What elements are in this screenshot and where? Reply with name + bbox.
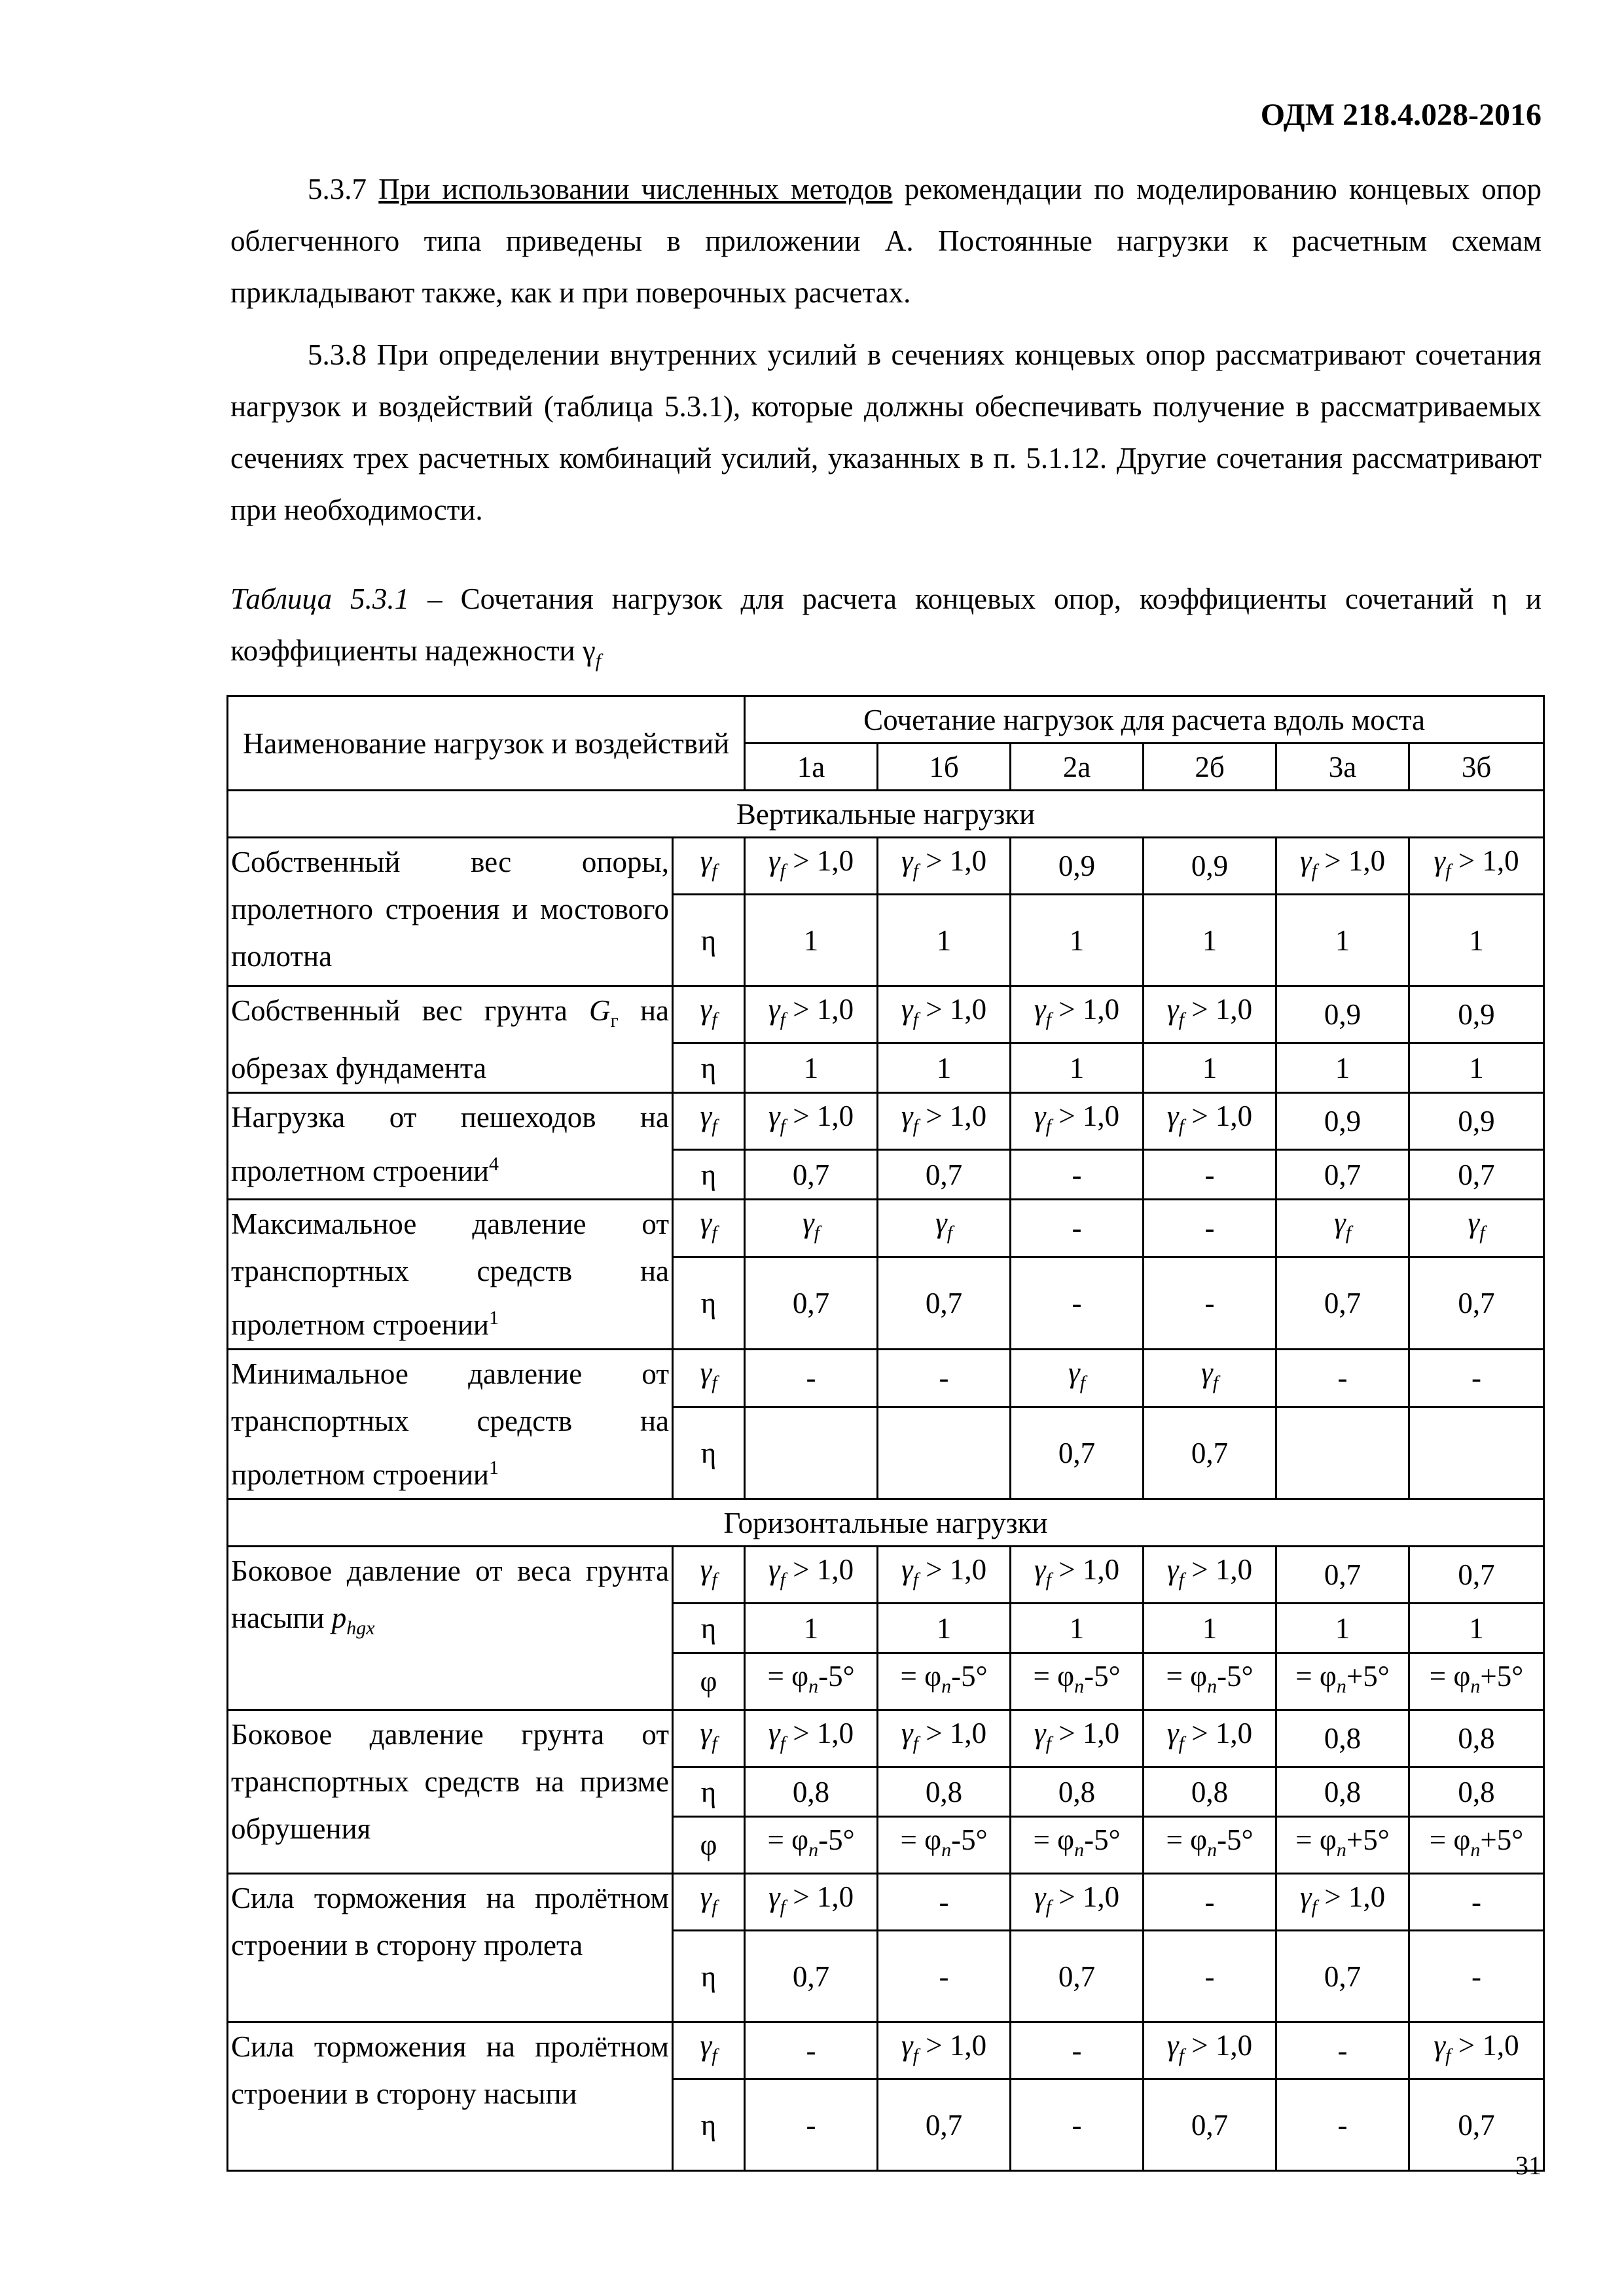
cell: $\gamma_f > 1,0$ xyxy=(1011,1874,1144,1931)
cell: 0,9 xyxy=(1409,986,1544,1043)
cell: 0,7 xyxy=(1276,1150,1409,1200)
cell: - xyxy=(1011,1200,1144,1257)
cell: $\gamma_f > 1,0$ xyxy=(1011,986,1144,1043)
cell: 1 xyxy=(1011,1043,1144,1093)
cell: 1 xyxy=(1276,1604,1409,1653)
cell: 0,9 xyxy=(1144,838,1276,895)
row-name: Боковое давление грунта от транспортных средств на призме обрушения xyxy=(228,1710,673,1874)
cell: 0,7 xyxy=(878,2079,1011,2171)
row-name: Боковое давление от веса грунта насыпи $p_{hgx}$ xyxy=(228,1547,673,1710)
section-horizontal: Горизонтальные нагрузки xyxy=(228,1499,1544,1547)
cell: $\gamma_f > 1,0$ xyxy=(1144,2022,1276,2079)
cell: 0,9 xyxy=(1011,838,1144,895)
cell: - xyxy=(1011,2022,1144,2079)
cell: 0,8 xyxy=(1276,1710,1409,1767)
cell: 0,7 xyxy=(1409,1150,1544,1200)
cell: $\gamma_f > 1,0$ xyxy=(745,1547,878,1604)
cell: - xyxy=(878,1350,1011,1407)
cell: $\gamma_f > 1,0$ xyxy=(878,1547,1011,1604)
cell: - xyxy=(1276,2022,1409,2079)
cell: $\gamma_f$ xyxy=(1144,1350,1276,1407)
cell: = $\varphi_n-5^\circ$ xyxy=(878,1817,1011,1874)
cell: $\gamma_f$ xyxy=(1011,1350,1144,1407)
cell: 0,7 xyxy=(878,1150,1011,1200)
eta-symbol: η xyxy=(673,1931,745,2022)
cell: = $\varphi_n-5^\circ$ xyxy=(745,1653,878,1710)
gamma-symbol: $\gamma_f$ xyxy=(673,1710,745,1767)
cell: 0,9 xyxy=(1276,1093,1409,1150)
cell: $\gamma_f$ xyxy=(1409,1200,1544,1257)
underlined-phrase: При использовании численных методов xyxy=(378,173,893,206)
gamma-symbol: $\gamma_f$ xyxy=(673,1350,745,1407)
cell: - xyxy=(1276,1350,1409,1407)
cell: $\gamma_f > 1,0$ xyxy=(745,986,878,1043)
cell: 0,9 xyxy=(1276,986,1409,1043)
cell: 1 xyxy=(1409,895,1544,986)
cell: - xyxy=(1144,1874,1276,1931)
cell: 0,7 xyxy=(1409,2079,1544,2171)
gamma-symbol: $\gamma_f$ xyxy=(673,1547,745,1604)
cell: - xyxy=(1011,1150,1144,1200)
cell: = $\varphi_n+5^\circ$ xyxy=(1409,1653,1544,1710)
col-header: 3б xyxy=(1409,744,1544,791)
cell: $\gamma_f > 1,0$ xyxy=(1276,1874,1409,1931)
cell: 1 xyxy=(1011,1604,1144,1653)
cell: 0,7 xyxy=(1409,1257,1544,1349)
cell: 1 xyxy=(1409,1604,1544,1653)
cell: = $\varphi_n-5^\circ$ xyxy=(1144,1817,1276,1874)
paragraph-5-3-7: 5.3.7 При использовании численных методов рекомендации по моделированию концевых опор облегченного типа приведены в приложении А. Постоянные нагрузки к расчетным схемам прикладывают также, как и при поверочных расчетах. xyxy=(230,173,1542,309)
cell xyxy=(1409,1407,1544,1499)
cell: $\gamma_f > 1,0$ xyxy=(1011,1710,1144,1767)
col-header: 3а xyxy=(1276,744,1409,791)
cell: $\gamma_f$ xyxy=(745,1200,878,1257)
cell: 0,7 xyxy=(745,1931,878,2022)
cell: $\gamma_f > 1,0$ xyxy=(745,838,878,895)
phi-symbol: φ xyxy=(673,1653,745,1710)
cell: - xyxy=(878,1874,1011,1931)
col-header: 2б xyxy=(1144,744,1276,791)
cell: 0,7 xyxy=(1276,1257,1409,1349)
cell: 0,8 xyxy=(1144,1767,1276,1817)
eta-symbol: η xyxy=(673,1767,745,1817)
cell: 1 xyxy=(1276,895,1409,986)
load-combinations-table xyxy=(226,695,1545,2172)
cell: 1 xyxy=(1144,1043,1276,1093)
cell xyxy=(878,1407,1011,1499)
cell: = $\varphi_n+5^\circ$ xyxy=(1409,1817,1544,1874)
cell: 1 xyxy=(1144,895,1276,986)
cell: - xyxy=(1409,1350,1544,1407)
gamma-symbol: $\gamma_f$ xyxy=(673,1874,745,1931)
cell: 0,9 xyxy=(1409,1093,1544,1150)
cell: 1 xyxy=(878,1043,1011,1093)
cell: = $\varphi_n-5^\circ$ xyxy=(745,1817,878,1874)
cell: - xyxy=(1409,1874,1544,1931)
cell: $\gamma_f > 1,0$ xyxy=(1144,1710,1276,1767)
cell: - xyxy=(1144,1150,1276,1200)
header-combination: Сочетание нагрузок для расчета вдоль моста xyxy=(745,696,1544,744)
cell: - xyxy=(1144,1200,1276,1257)
cell: $\gamma_f > 1,0$ xyxy=(745,1874,878,1931)
col-header: 1а xyxy=(745,744,878,791)
col-header: 1б xyxy=(878,744,1011,791)
cell: 0,7 xyxy=(1276,1931,1409,2022)
gamma-symbol: $\gamma_f$ xyxy=(673,838,745,895)
cell: 0,8 xyxy=(878,1767,1011,1817)
eta-symbol: η xyxy=(673,1604,745,1653)
page-number: 31 xyxy=(1515,2151,1542,2180)
cell: 0,7 xyxy=(1011,1931,1144,2022)
header-load-name: Наименование нагрузок и воздействий xyxy=(228,696,745,791)
eta-symbol: η xyxy=(673,895,745,986)
gamma-symbol: $\gamma_f$ xyxy=(673,986,745,1043)
cell: $\gamma_f > 1,0$ xyxy=(1409,2022,1544,2079)
cell xyxy=(745,1407,878,1499)
row-name: Собственный вес опоры, пролетного строения и мостового полотна xyxy=(228,838,673,986)
cell: 1 xyxy=(1144,1604,1276,1653)
gamma-symbol: $\gamma_f$ xyxy=(673,2022,745,2079)
cell: 0,7 xyxy=(1409,1547,1544,1604)
cell: - xyxy=(745,1350,878,1407)
table-caption: Таблица 5.3.1 – Сочетания нагрузок для расчета концевых опор, коэффициенты сочетаний η и коэффициенты надежности $\gamma_f$ xyxy=(230,583,1542,672)
cell: $\gamma_f > 1,0$ xyxy=(878,838,1011,895)
row-name: Нагрузка от пешеходов на пролетном строении$^4$ xyxy=(228,1093,673,1200)
cell: $\gamma_f > 1,0$ xyxy=(1144,986,1276,1043)
cell: $\gamma_f > 1,0$ xyxy=(878,1710,1011,1767)
eta-symbol: η xyxy=(673,1150,745,1200)
eta-symbol: η xyxy=(673,2079,745,2171)
cell: = $\varphi_n-5^\circ$ xyxy=(878,1653,1011,1710)
cell: - xyxy=(1011,1257,1144,1349)
cell: $\gamma_f$ xyxy=(878,1200,1011,1257)
col-header: 2а xyxy=(1011,744,1144,791)
cell: 0,7 xyxy=(1011,1407,1144,1499)
row-name: Минимальное давление от транспортных средств на пролетном строении$^1$ xyxy=(228,1350,673,1499)
cell: = $\varphi_n+5^\circ$ xyxy=(1276,1817,1409,1874)
cell: 0,7 xyxy=(1144,2079,1276,2171)
cell: 0,7 xyxy=(745,1150,878,1200)
cell: 1 xyxy=(1011,895,1144,986)
section-vertical: Вертикальные нагрузки xyxy=(228,791,1544,838)
cell: 0,7 xyxy=(878,1257,1011,1349)
cell: - xyxy=(1144,1257,1276,1349)
cell: 1 xyxy=(878,1604,1011,1653)
cell: - xyxy=(745,2022,878,2079)
cell: = $\varphi_n-5^\circ$ xyxy=(1144,1653,1276,1710)
cell: 0,8 xyxy=(745,1767,878,1817)
phi-symbol: φ xyxy=(673,1817,745,1874)
cell: $\gamma_f > 1,0$ xyxy=(1276,838,1409,895)
row-name: Максимальное давление от транспортных средств на пролетном строении$^1$ xyxy=(228,1200,673,1350)
cell: $\gamma_f > 1,0$ xyxy=(878,1093,1011,1150)
eta-symbol: η xyxy=(673,1043,745,1093)
cell: 0,8 xyxy=(1409,1710,1544,1767)
cell: - xyxy=(745,2079,878,2171)
cell: 1 xyxy=(878,895,1011,986)
cell: $\gamma_f > 1,0$ xyxy=(1144,1547,1276,1604)
gamma-symbol: $\gamma_f$ xyxy=(673,1093,745,1150)
cell: = $\varphi_n-5^\circ$ xyxy=(1011,1653,1144,1710)
eta-symbol: η xyxy=(673,1407,745,1499)
cell: $\gamma_f > 1,0$ xyxy=(878,986,1011,1043)
row-name: Собственный вес грунта $G_г$ на обрезах фундамента xyxy=(228,986,673,1093)
cell: 0,8 xyxy=(1409,1767,1544,1817)
cell: $\gamma_f > 1,0$ xyxy=(1011,1093,1144,1150)
row-name: Сила торможения на пролётном строении в сторону насыпи xyxy=(228,2022,673,2171)
cell: - xyxy=(1276,2079,1409,2171)
cell: = $\varphi_n-5^\circ$ xyxy=(1011,1817,1144,1874)
cell: = $\varphi_n+5^\circ$ xyxy=(1276,1653,1409,1710)
gamma-symbol: $\gamma_f$ xyxy=(673,1200,745,1257)
cell: $\gamma_f > 1,0$ xyxy=(745,1710,878,1767)
cell: 1 xyxy=(745,1043,878,1093)
cell: - xyxy=(1409,1931,1544,2022)
document-code: ОДМ 218.4.028-2016 xyxy=(1260,98,1542,132)
eta-symbol: η xyxy=(673,1257,745,1349)
cell: 0,7 xyxy=(1276,1547,1409,1604)
cell: $\gamma_f$ xyxy=(1276,1200,1409,1257)
cell xyxy=(1276,1407,1409,1499)
cell: 1 xyxy=(745,1604,878,1653)
cell: 1 xyxy=(745,895,878,986)
cell: $\gamma_f > 1,0$ xyxy=(1011,1547,1144,1604)
cell: 0,7 xyxy=(1144,1407,1276,1499)
cell: 0,7 xyxy=(745,1257,878,1349)
row-name: Сила торможения на пролётном строении в сторону пролета xyxy=(228,1874,673,2022)
paragraph-5-3-8: 5.3.8 При определении внутренних усилий в сечениях концевых опор рассматривают сочетания нагрузок и воздействий (таблица 5.3.1), которые должны обеспечивать получение в рассматриваемых сечениях трех расчетных комбинаций усилий, указанных в п. 5.1.12. Другие сочетания рассматривают при необходимости. xyxy=(230,338,1542,526)
cell: $\gamma_f > 1,0$ xyxy=(745,1093,878,1150)
cell: 0,8 xyxy=(1276,1767,1409,1817)
cell: $\gamma_f > 1,0$ xyxy=(1409,838,1544,895)
cell: 0,8 xyxy=(1011,1767,1144,1817)
cell: 1 xyxy=(1276,1043,1409,1093)
cell: - xyxy=(878,1931,1011,2022)
cell: $\gamma_f > 1,0$ xyxy=(878,2022,1011,2079)
cell: - xyxy=(1011,2079,1144,2171)
cell: - xyxy=(1144,1931,1276,2022)
cell: $\gamma_f > 1,0$ xyxy=(1144,1093,1276,1150)
cell: 1 xyxy=(1409,1043,1544,1093)
